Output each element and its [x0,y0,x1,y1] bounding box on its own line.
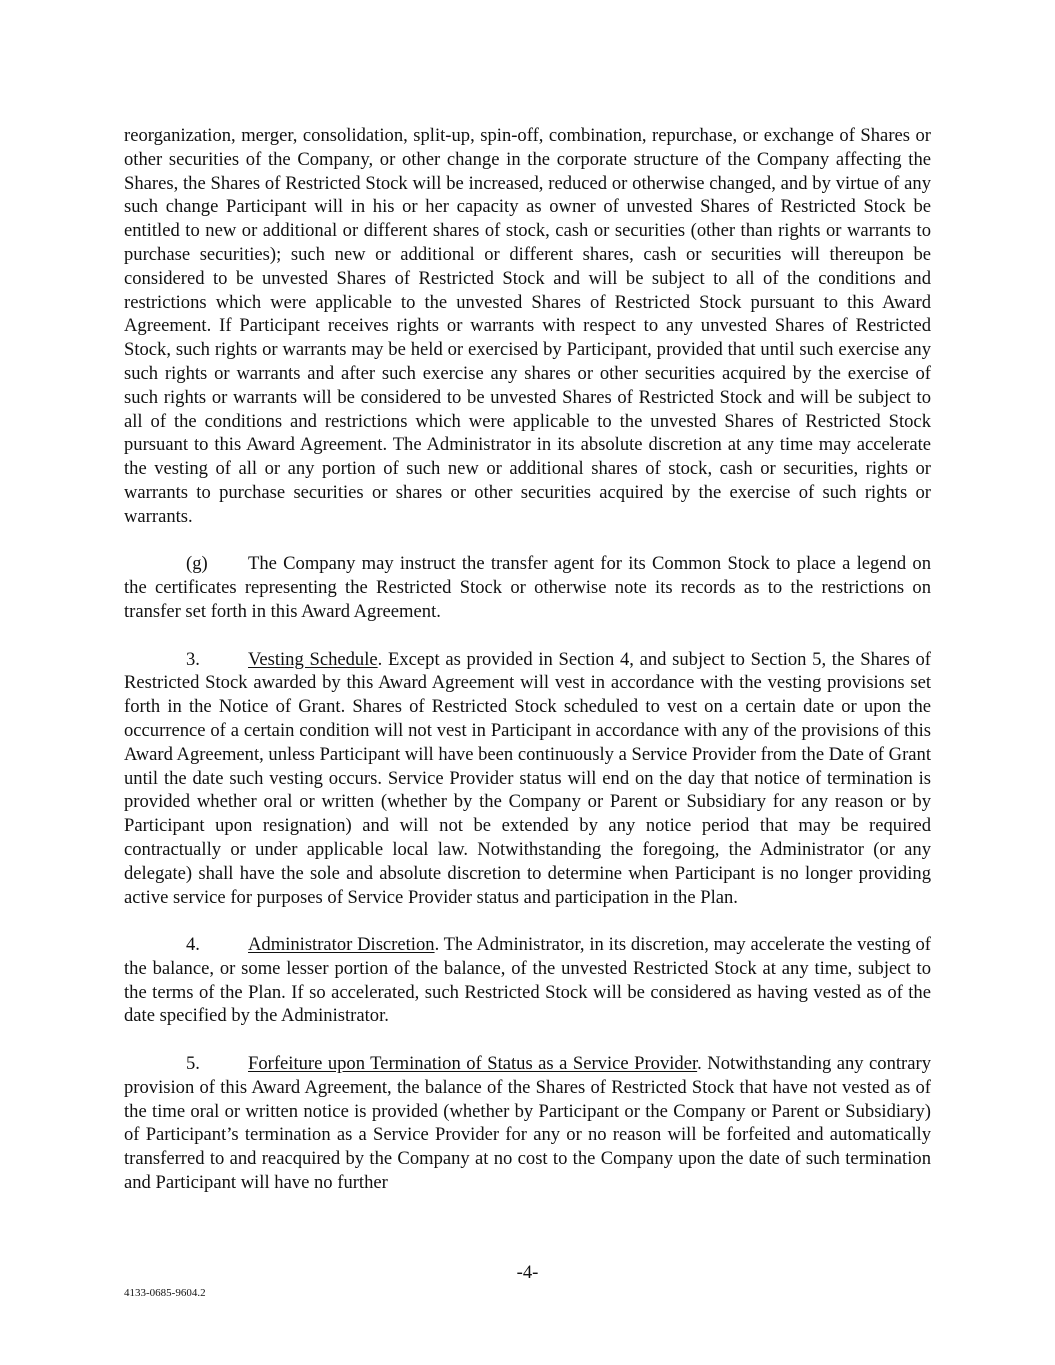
section-3-vesting-schedule [124,648,931,910]
document-id: 4133-0685-9604.2 [124,1287,206,1299]
section-heading: Vesting Schedule [248,648,378,670]
section-heading-suffix: . [697,1053,702,1075]
section-4-administrator-discretion [124,933,931,1028]
section-number: 3. [186,648,200,670]
section-heading: Administrator Discretion [248,934,435,956]
section-5-forfeiture [124,1052,931,1195]
page-number: -4- [516,1262,539,1283]
section-heading-suffix: . [377,648,383,670]
section-g [124,552,931,623]
section-body: Except as provided in Section 4, and subject to Section 5, the Shares of Restricted Stock awarded by this Award Agreement will vest in accordance with the vesting provisions set forth in the Notice of Grant. Shares of Restricted Stock scheduled to vest on a certain date or upon the occurrence of a certain condition will not vest in Participant in accordance with any of the provisions of this Award Agreement, unless Participant will have been continuously a Service Provider from the Date of Grant until the date such vesting occurs. Service Provider status will end on the day that notice of termination is provided whether oral or written (whether by the Company or Parent or Subsidiary for any reason or by Participant upon resignation) and will not be extended by any notice period that may be required contractually or under applicable local law. Notwithstanding the foregoing, the Administrator (or any delegate) shall have the sole and absolute discretion to determine when Participant is no longer providing active service for purposes of Service Provider status and participation in the Plan. [124,648,931,908]
section-heading-suffix: . [434,934,440,956]
section-number: (g) [186,553,208,575]
section-body: The Company may instruct the transfer agent for its Common Stock to place a legend on the certificates representing the Restricted Stock or otherwise note its records as to the restrictions on transfer set forth in this Award Agreement. [124,553,931,622]
document-page [124,124,931,1195]
section-body: The Administrator, in its discretion, may accelerate the vesting of the balance, or some lesser portion of the balance, of the unvested Restricted Stock at any time, subject to the terms of the Plan. If so accelerated, such Restricted Stock will be considered as having vested as of the date specified by the Administrator. [124,934,931,1027]
continuation-paragraph: reorganization, merger, consolidation, split-up, spin-off, combination, repurchase, or exchange of Shares or other securities of the Company, or other change in the corporate structure of the Company affecting the Shares, the Shares of Restricted Stock will be increased, reduced or otherwise changed, and by virtue of any such change Participant will in his or her capacity as owner of unvested Shares of Restricted Stock be entitled to new or additional or different shares of stock, cash or securities (other than rights or warrants to purchase securities); such new or additional or different shares, cash or securities will thereupon be considered to be unvested Shares of Restricted Stock and will be subject to all of the conditions and restrictions which were applicable to the unvested Shares of Restricted Stock pursuant to this Award Agreement. If Participant receives rights or warrants with respect to any unvested Shares of Restricted Stock, such rights or warrants may be held or exercised by Participant, provided that until such exercise any such rights or warrants and after such exercise any shares or other securities acquired by the exercise of such rights or warrants will be considered to be unvested Shares of Restricted Stock and will be subject to all of the conditions and restrictions which were applicable to the unvested Shares of Restricted Stock pursuant to this Award Agreement. The Administrator in its absolute discretion at any time may accelerate the vesting of all or any portion of such new or additional shares of stock, cash or securities, rights or warrants to purchase securities or shares or other securities acquired by the exercise of such rights or warrants. [124,125,931,527]
section-body: Notwithstanding any contrary provision of this Award Agreement, the balance of the Shares of Restricted Stock that have not vested as of the time oral or written notice is provided (whether by Participant or the Company or Parent or Subsidiary) of Participant’s termination as a Service Provider for any or no reason will be forfeited and automatically transferred to and reacquired by the Company at no cost to the Company upon the date of such termination and Participant will have no further [124,1053,931,1194]
section-number: 4. [186,934,200,956]
section-number: 5. [186,1053,200,1075]
section-heading: Forfeiture upon Termination of Status as a Service Provider [248,1053,698,1075]
